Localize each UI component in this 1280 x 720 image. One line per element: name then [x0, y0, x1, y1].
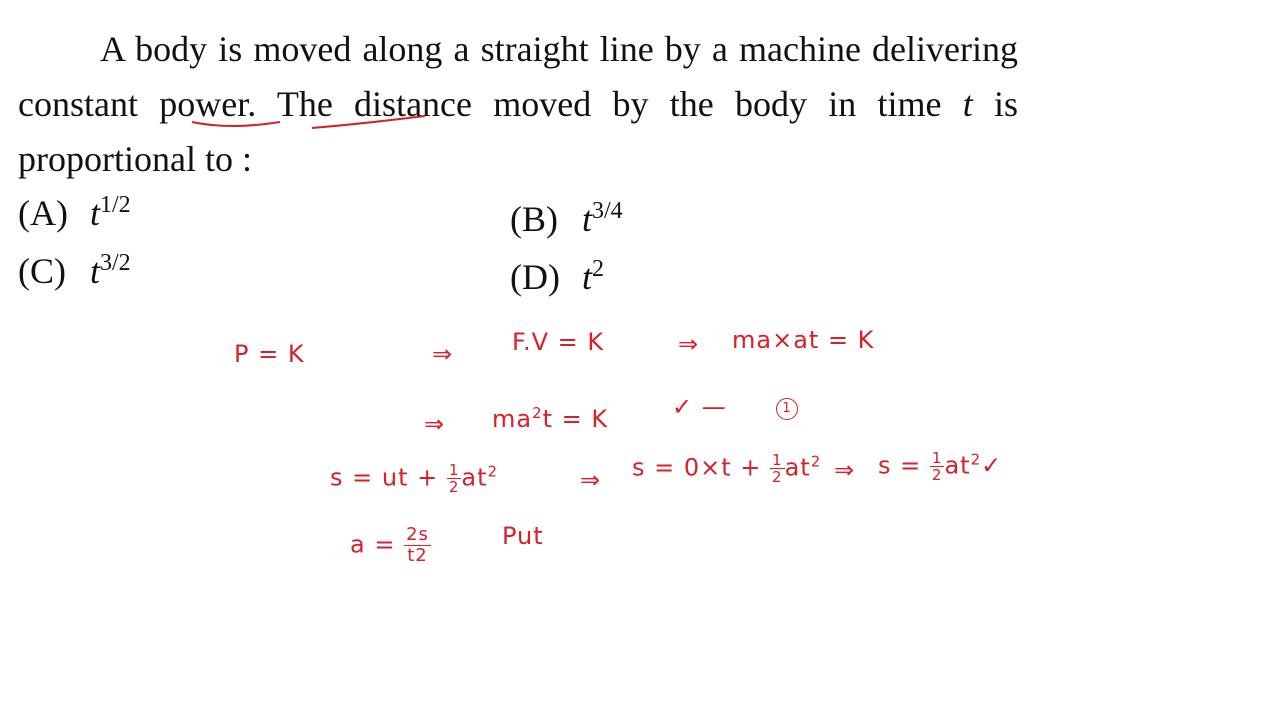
hw-s-eq: s = — [878, 451, 922, 480]
hw-at: at — [461, 463, 488, 492]
hw-ma-at: ma×at = K — [732, 326, 875, 354]
option-a-base: t — [90, 193, 101, 233]
hw-half-1-num: 1 — [448, 461, 460, 479]
hw-t-squared-2: 2 — [810, 452, 822, 471]
hw-force-velocity: F.V = K — [512, 328, 605, 356]
hw-check-2: ✓ — [981, 451, 1003, 480]
hw-check-1: ✓ — — [672, 393, 727, 421]
question-part-1: A body is moved along a straight line by a machine delivering — [100, 29, 1018, 69]
option-a[interactable] — [18, 192, 131, 234]
hw-a-squared: 2 — [532, 404, 543, 422]
option-b-label: (B) — [510, 199, 558, 239]
hw-implies-2: ⇒ — [678, 330, 700, 358]
hw-put: Put — [502, 522, 544, 550]
hw-a-eq: a = — [350, 530, 396, 559]
hw-0t: s = 0×t + — [632, 453, 762, 482]
hw-2s-over-t2 — [404, 525, 431, 566]
hw-s-eq-0t — [632, 452, 821, 485]
hw-eq-number — [776, 390, 798, 420]
option-b-exponent: 3/4 — [592, 198, 623, 224]
hw-implies-5: ⇒ — [834, 456, 856, 484]
option-c-label: (C) — [18, 251, 66, 291]
option-a-exponent: 1/2 — [100, 192, 131, 218]
hw-t-equals-k: t = K — [542, 405, 609, 433]
option-d[interactable] — [510, 256, 604, 298]
hw-half-3-num: 1 — [931, 449, 943, 467]
hw-half-2-num: 1 — [772, 451, 783, 469]
option-c-base: t — [90, 251, 101, 291]
option-a-label: (A) — [18, 193, 68, 233]
hw-half-3-den: 2 — [931, 466, 943, 484]
hw-power-constant: P = K — [234, 340, 305, 368]
question-part-2: . The distance moved by the body in time — [247, 84, 963, 124]
underline-constant — [192, 122, 280, 126]
option-b[interactable] — [510, 198, 623, 240]
hw-implies-4: ⇒ — [580, 466, 602, 494]
hw-implies-3: ⇒ — [424, 410, 446, 438]
hw-ma: ma — [492, 405, 533, 433]
hw-circled-1: 1 — [776, 398, 798, 420]
hw-s-eq-ut — [330, 462, 498, 495]
hw-half-2-den: 2 — [772, 468, 783, 486]
hw-implies-1: ⇒ — [432, 340, 454, 368]
hw-ut: s = ut + — [330, 463, 439, 492]
hw-t-squared-1: 2 — [487, 462, 499, 481]
hw-t2: t2 — [407, 545, 428, 566]
hw-half-2 — [770, 452, 785, 485]
option-d-exponent: 2 — [592, 256, 605, 282]
option-c[interactable] — [18, 250, 131, 292]
option-b-base: t — [582, 199, 593, 239]
option-d-base: t — [582, 257, 593, 297]
hw-ma2t — [492, 404, 608, 433]
hw-at-2: at — [784, 453, 811, 482]
hw-half-3 — [930, 450, 945, 483]
option-d-label: (D) — [510, 257, 560, 297]
hw-2s: 2s — [406, 524, 429, 545]
variable-t: t — [962, 84, 973, 124]
hw-t-squared-3: 2 — [970, 450, 982, 469]
hw-s-eq-half-at2 — [878, 450, 1002, 483]
underlined-constant: constant — [18, 84, 138, 124]
hw-half-1 — [447, 462, 462, 495]
underlined-power: power — [159, 84, 248, 124]
underline-power — [312, 116, 425, 128]
hw-at-3: at — [944, 451, 971, 480]
option-c-exponent: 3/2 — [100, 250, 131, 276]
question-part-3: is proportional to : — [18, 84, 1019, 179]
hw-a-eq-2s-t2 — [350, 525, 431, 566]
hw-half-1-den: 2 — [448, 478, 460, 496]
